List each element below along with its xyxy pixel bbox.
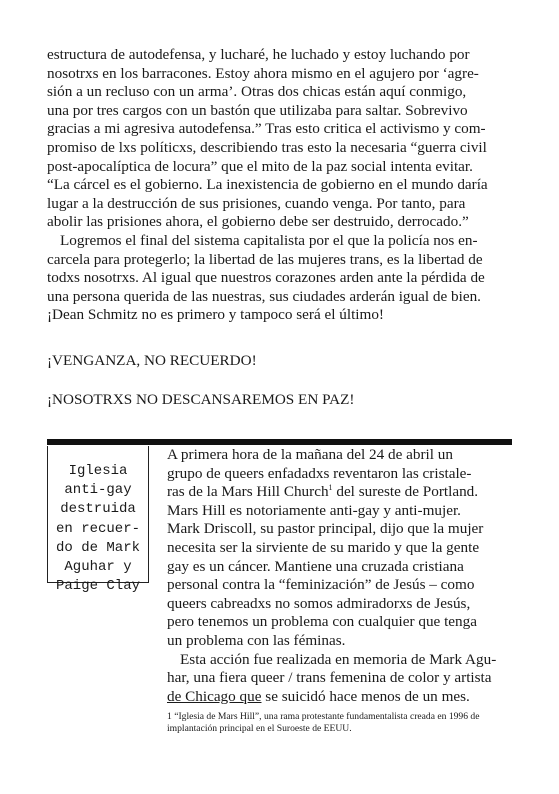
text-line: estructura de autodefensa, y lucharé, he luchado y estoy luchando por [47,46,470,63]
underlined-phrase: de Chicago que [167,687,262,705]
box-line: en recuer- [55,520,140,537]
text-line: carcela para protegerlo; la libertad de las mujeres trans, es la libertad de [47,250,483,268]
box-line: Iglesia [68,463,128,479]
text-line: abolir las prisiones ahora, el gobierno debe ser destruido, derrocado.” [47,213,469,231]
article-paragraph-2 [167,651,513,707]
text-line: promiso de lxs políticxs, describiendo tras esto la necesaria “guerra civil [47,138,487,156]
text-line: ras de la Mars Hill Church [167,483,329,501]
text-line: del sureste de Portland. [332,483,479,501]
footnote-text: “Iglesia de Mars Hill”, una rama protestante fundamentalista creada en 1996 de [171,711,480,722]
text-line: Mark Driscoll, su pastor principal, dijo que la mujer [167,520,484,538]
text-line: har, una fiera queer / trans femenina de color y artista [167,669,492,687]
box-line: Aguhar y [64,559,132,576]
box-line: Paige Clay [55,578,140,595]
footnote-ref[interactable]: 1 [328,483,333,493]
text-line: ¡Dean Schmitz no es primero y tampoco será el último! [47,306,384,324]
intro-paragraph-2 [47,232,513,325]
intro-text [47,46,513,325]
text-line: “La cárcel es el gobierno. La inexistencia de gobierno en el mundo daría [47,176,488,194]
text-line: una por tres cargos con un bastón que utilizaba para saltar. Sobrevivo [47,101,468,119]
text-line: Esta acción fue realizada en memoria de Mark Agu- [180,650,497,668]
box-line: destruida [60,501,136,518]
sidebar-box [47,446,149,595]
intro-paragraph-1 [47,46,513,232]
box-line: anti-gay [64,482,132,499]
text-line: sión a un recluso con un arma’. Otras dos chicas están aquí conmigo, [47,83,467,101]
text-line: A primera hora de la mañana del 24 de abril un [167,446,453,463]
text-line: gay es un cáncer. Mantiene una cruzada cristiana [167,557,464,575]
text-line: gracias a mi agresiva autodefensa.” Tras esto critica el activismo y com- [47,120,486,138]
text-line: Logremos el final del sistema capitalista por el que la policía nos en- [60,231,478,249]
text-line: pero tenemos un problema con cualquier que tenga [167,613,477,631]
text-line: una persona querida de las nuestras, sus ciudades arderán igual de bien. [47,287,481,305]
sidebar-box-text [48,462,148,596]
slogan-no-rest: ¡NOSOTRXS NO DESCANSAREMOS EN PAZ! [47,391,355,408]
text-line: nosotrxs en los barracones. Estoy ahora mismo en el agujero por ‘agre- [47,64,479,82]
text-line: queers cabreadxs no somos admiradorxs de Jesús, [167,594,471,612]
text-line: Mars Hill es notoriamente anti-gay y anti-mujer. [167,501,461,519]
text-line: un problema con las féminas. [167,631,346,649]
slogan-vengeance: ¡VENGANZA, NO RECUERDO! [47,352,257,369]
article-text [167,446,513,706]
footnote [167,711,513,735]
footnote-number: 1 [167,711,172,722]
article-paragraph-1 [167,446,513,651]
text-line: necesita ser la sirviente de su marido y que la gente [167,538,480,556]
box-line: do de Mark [55,539,140,556]
text-line: post-apocalíptica de locura” que el mito de la paz social intenta evitar. [47,157,473,175]
section-divider [47,439,512,445]
text-line: se suicidó hace menos de un mes. [261,687,470,705]
text-line: grupo de queers enfadadxs reventaron las cristale- [167,464,472,482]
text-line: personal contra la “feminización” de Jesús – como [167,576,475,594]
text-line: todxs nosotrxs. Al igual que nuestros corazones arden ante la pérdida de [47,269,485,287]
text-line: lugar a la destrucción de sus prisiones, cuando venga. Por tanto, para [47,194,466,212]
footnote-text: implantación principal en el Suroeste de EEUU. [167,723,352,734]
